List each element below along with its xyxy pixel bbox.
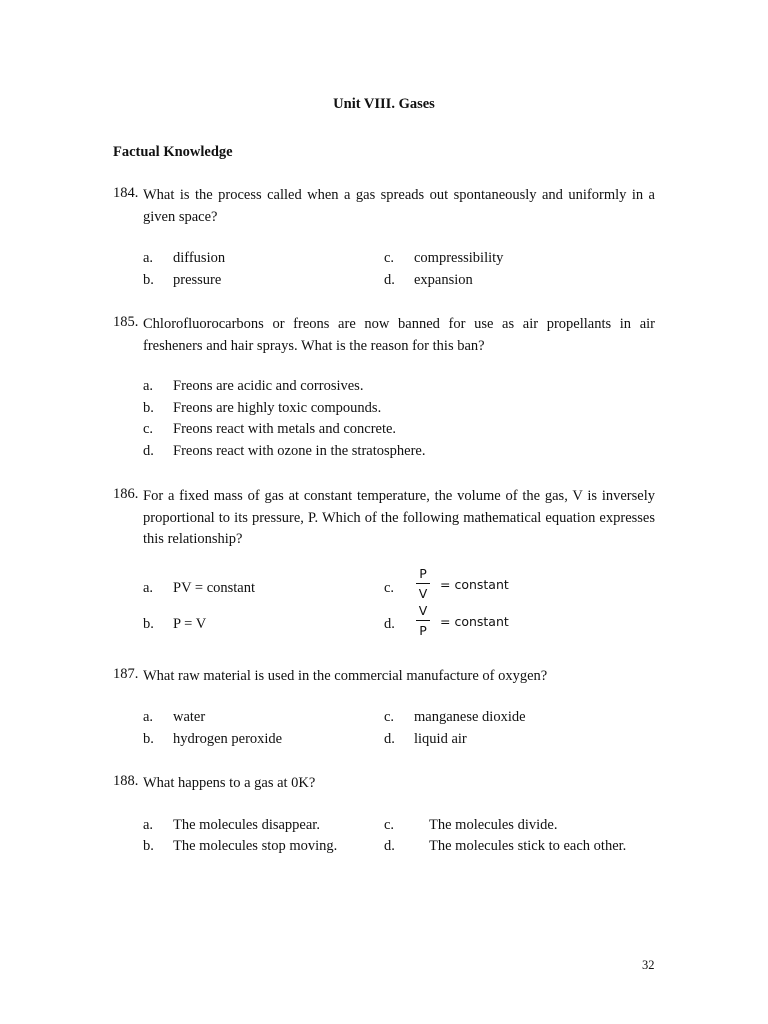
question-number: 186. bbox=[113, 486, 139, 502]
question-number: 185. bbox=[113, 314, 139, 330]
option-c: compressibility bbox=[414, 250, 504, 266]
option-letter: b. bbox=[143, 272, 154, 288]
option-b: pressure bbox=[173, 272, 222, 288]
question-number: 187. bbox=[113, 666, 139, 682]
option-b: Freons are highly toxic compounds. bbox=[173, 400, 382, 416]
option-a: Freons are acidic and corrosives. bbox=[173, 378, 364, 394]
option-d: Freons react with ozone in the stratosphere. bbox=[173, 443, 426, 459]
fraction-p-over-v bbox=[416, 566, 430, 601]
option-letter: d. bbox=[143, 443, 154, 459]
unit-title: Unit VIII. Gases bbox=[333, 96, 435, 112]
denominator: P bbox=[419, 623, 427, 638]
option-a: water bbox=[173, 709, 206, 725]
option-letter: a. bbox=[143, 817, 154, 833]
option-a: PV = constant bbox=[173, 580, 256, 596]
option-letter: c. bbox=[143, 421, 154, 437]
question-number: 184. bbox=[113, 185, 139, 201]
fraction-bar bbox=[416, 583, 430, 584]
option-letter: b. bbox=[143, 616, 154, 632]
option-letter: c. bbox=[384, 250, 395, 266]
question-text: What happens to a gas at 0K? bbox=[143, 775, 316, 791]
section-heading: Factual Knowledge bbox=[113, 144, 233, 160]
option-c: Freons react with metals and concrete. bbox=[173, 421, 397, 437]
option-b: hydrogen peroxide bbox=[173, 731, 283, 747]
question-text: Chlorofluorocarbons or freons are now banned for use as air propellants in air fresheners and hair sprays. What is the reason for this ban? bbox=[143, 316, 655, 354]
page-number: 32 bbox=[642, 958, 655, 972]
option-b: P = V bbox=[173, 616, 207, 632]
option-letter: d. bbox=[384, 272, 395, 288]
option-letter: a. bbox=[143, 250, 154, 266]
fraction-v-over-p bbox=[416, 603, 430, 638]
option-d: expansion bbox=[414, 272, 473, 288]
question-text: What raw material is used in the commercial manufacture of oxygen? bbox=[143, 668, 548, 684]
option-d: liquid air bbox=[414, 731, 467, 747]
option-letter: a. bbox=[143, 378, 154, 394]
numerator: P bbox=[419, 566, 427, 581]
option-letter: a. bbox=[143, 580, 154, 596]
option-letter: b. bbox=[143, 838, 154, 854]
numerator: V bbox=[418, 603, 428, 618]
option-a: The molecules disappear. bbox=[173, 817, 320, 833]
option-c-rhs: = constant bbox=[440, 577, 509, 592]
option-letter: d. bbox=[384, 731, 395, 747]
option-letter: c. bbox=[384, 580, 395, 596]
fraction-bar bbox=[416, 620, 430, 621]
question-text: For a fixed mass of gas at constant temperature, the volume of the gas, V is inversely proportional to its pressure, P. Which of the following mathematical equation expresses this relationship? bbox=[143, 488, 655, 547]
option-c: The molecules divide. bbox=[429, 817, 558, 833]
option-d-rhs: = constant bbox=[440, 614, 509, 629]
option-b: The molecules stop moving. bbox=[173, 838, 338, 854]
option-letter: c. bbox=[384, 817, 395, 833]
option-c: manganese dioxide bbox=[414, 709, 526, 725]
question-number: 188. bbox=[113, 773, 139, 789]
option-letter: b. bbox=[143, 731, 154, 747]
denominator: V bbox=[418, 586, 428, 601]
option-letter: d. bbox=[384, 616, 395, 632]
option-letter: a. bbox=[143, 709, 154, 725]
option-letter: d. bbox=[384, 838, 395, 854]
option-a: diffusion bbox=[173, 250, 226, 266]
option-d: The molecules stick to each other. bbox=[429, 838, 627, 854]
question-text: What is the process called when a gas spreads out spontaneously and uniformly in a given space? bbox=[143, 187, 655, 225]
option-letter: b. bbox=[143, 400, 154, 416]
option-letter: c. bbox=[384, 709, 395, 725]
